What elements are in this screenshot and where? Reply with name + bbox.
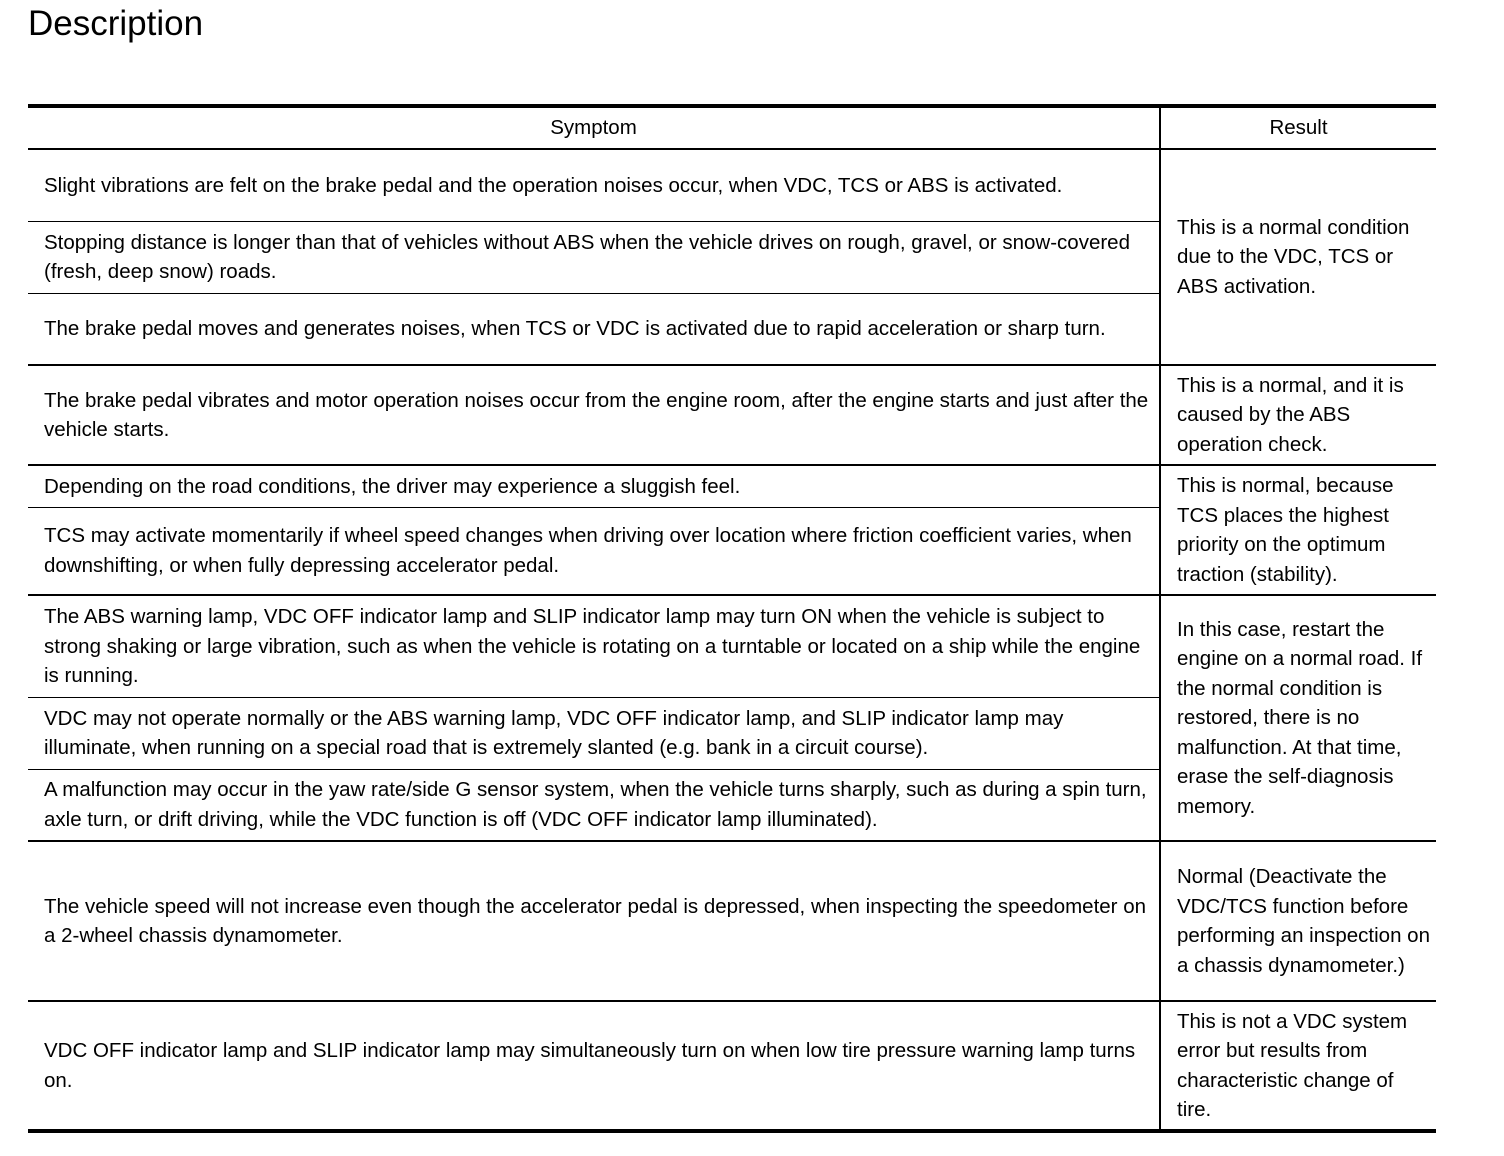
symptom-cell: VDC may not operate normally or the ABS warning lamp, VDC OFF indicator lamp, and SLIP indicator lamp may illuminate, when running on a special road that is extremely slanted (e.g. bank in a circuit course). <box>28 697 1160 769</box>
symptom-cell: The brake pedal vibrates and motor operation noises occur from the engine room, after the engine starts and just after the vehicle starts. <box>28 365 1160 465</box>
symptom-column-header: Symptom <box>28 106 1160 149</box>
page-title: Description <box>28 4 204 43</box>
symptom-cell: Stopping distance is longer than that of vehicles without ABS when the vehicle drives on rough, gravel, or snow-covered (fresh, deep snow) roads. <box>28 221 1160 293</box>
result-cell: Normal (Deactivate the VDC/TCS function before performing an inspection on a chassis dynamometer.) <box>1177 865 1430 977</box>
result-cell: This is not a VDC system error but results from characteristic change of tire. <box>1177 1009 1408 1121</box>
symptom-cell: Depending on the road conditions, the driver may experience a sluggish feel. <box>28 465 1160 507</box>
result-cell: In this case, restart the engine on a normal road. If the normal condition is restored, there is no malfunction. At that time, erase the self-diagnosis memory. <box>1177 617 1423 818</box>
table-row <box>28 1001 1436 1131</box>
table-row <box>28 595 1436 697</box>
result-cell: This is a normal, and it is caused by the ABS operation check. <box>1177 373 1404 456</box>
symptom-cell: The ABS warning lamp, VDC OFF indicator lamp and SLIP indicator lamp may turn ON when the vehicle is subject to strong shaking or large vibration, such as when the vehicle is rotating on a turntable or located on a ship while the engine is running. <box>28 595 1160 697</box>
symptom-cell: A malfunction may occur in the yaw rate/side G sensor system, when the vehicle turns sharply, such as during a spin turn, axle turn, or drift driving, while the VDC function is off (VDC OFF indicator lamp illuminated). <box>28 769 1160 841</box>
table-header-row <box>28 106 1436 149</box>
symptom-cell: Slight vibrations are felt on the brake pedal and the operation noises occur, when VDC, TCS or ABS is activated. <box>28 149 1160 221</box>
symptom-cell: VDC OFF indicator lamp and SLIP indicator lamp may simultaneously turn on when low tire pressure warning lamp turns on. <box>28 1001 1160 1131</box>
symptom-result-table <box>28 104 1436 1133</box>
symptom-cell: The brake pedal moves and generates noises, when TCS or VDC is activated due to rapid acceleration or sharp turn. <box>28 293 1160 365</box>
result-cell: This is normal, because TCS places the highest priority on the optimum traction (stability). <box>1177 474 1394 586</box>
table-row <box>28 149 1436 221</box>
symptom-cell: TCS may activate momentarily if wheel speed changes when driving over location where friction coefficient varies, when downshifting, or when fully depressing accelerator pedal. <box>28 507 1160 595</box>
table-row <box>28 465 1436 507</box>
symptom-cell: The vehicle speed will not increase even though the accelerator pedal is depressed, when inspecting the speedometer on a 2-wheel chassis dynamometer. <box>28 841 1160 1001</box>
table-row <box>28 365 1436 465</box>
result-cell: This is a normal condition due to the VDC, TCS or ABS activation. <box>1177 215 1410 298</box>
result-column-header: Result <box>1269 116 1328 140</box>
table-row <box>28 841 1436 1001</box>
